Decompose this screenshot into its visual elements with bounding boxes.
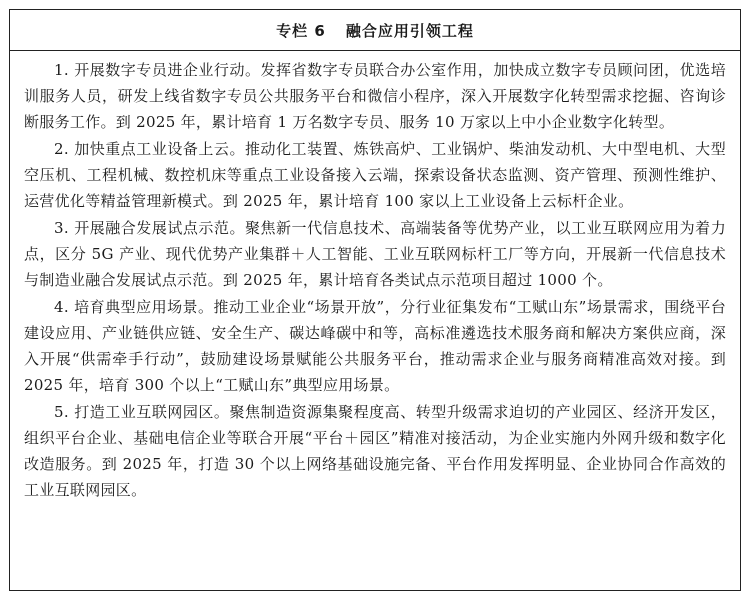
column-heading: 融合应用引领工程	[345, 21, 474, 40]
item-paragraph-3: 3. 开展融合发展试点示范。聚焦新一代信息技术、高端装备等优势产业，以工业互联网应用为着力点，区分 5G 产业、现代优势产业集群＋人工智能、工业互联网标杆工厂等方向，开展新一代信息技术与制造业融合发展试点示范。到 2025 年，累计培育各类试点示范项目超过 1000 个。	[24, 219, 726, 289]
item-paragraph-4: 4. 培育典型应用场景。推动工业企业“场景开放”，分行业征集发布“工赋山东”场景需求，围绕平台建设应用、产业链供应链、安全生产、碳达峰碳中和等，高标准遴选技术服务商和解决方案供应商，深入开展“供需牵手行动”，鼓励建设场景赋能公共服务平台，推动需求企业与服务商精准高效对接。到 2025 年，培育 300 个以上“工赋山东”典型应用场景。	[24, 298, 726, 394]
column-box	[9, 9, 741, 591]
column-content	[10, 51, 740, 503]
item-paragraph-1: 1. 开展数字专员进企业行动。发挥省数字专员联合办公室作用，加快成立数字专员顾问团，优选培训服务人员，研发上线省数字专员公共服务平台和微信小程序，深入开展数字化转型需求挖掘、咨询诊断服务工作。到 2025 年，累计培育 1 万名数字专员、服务 10 万家以上中小企业数字化转型。	[24, 61, 726, 131]
item-paragraph-5: 5. 打造工业互联网园区。聚焦制造资源集聚程度高、转型升级需求迫切的产业园区、经济开发区，组织平台企业、基础电信企业等联合开展“平台＋园区”精准对接活动，为企业实施内外网升级和数字化改造服务。到 2025 年，打造 30 个以上网络基础设施完备、平台作用发挥明显、企业协同合作高效的工业互联网园区。	[24, 403, 726, 499]
column-title	[10, 10, 740, 51]
column-label: 专栏 6	[276, 21, 326, 40]
item-paragraph-2: 2. 加快重点工业设备上云。推动化工装置、炼铁高炉、工业锅炉、柴油发动机、大中型电机、大型空压机、工程机械、数控机床等重点工业设备接入云端，探索设备状态监测、资产管理、预测性维护、运营优化等精益管理新模式。到 2025 年，累计培育 100 家以上工业设备上云标杆企业。	[24, 140, 726, 210]
